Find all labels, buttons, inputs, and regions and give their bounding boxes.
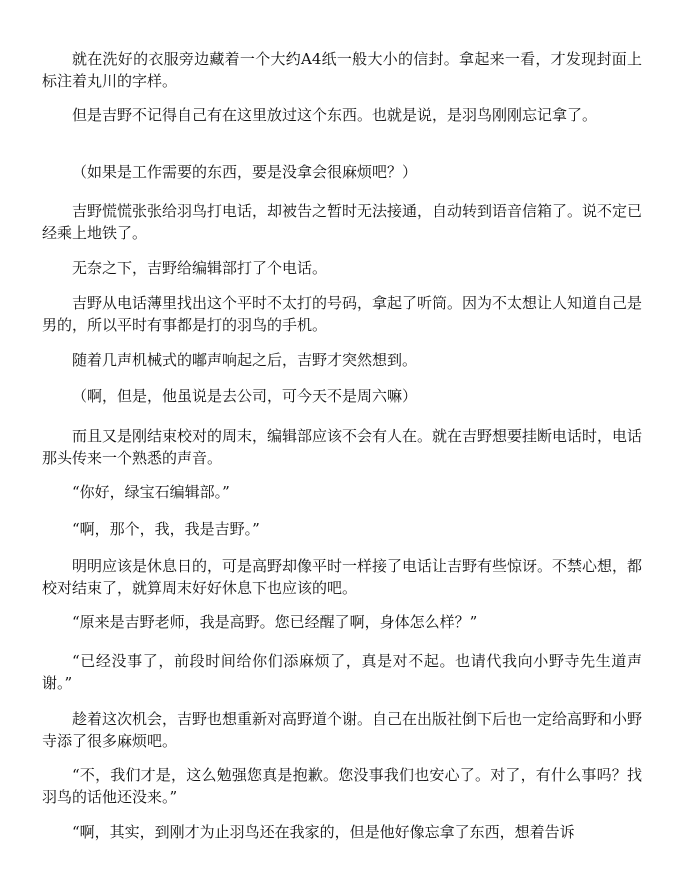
- paragraph-16: “不，我们才是，这么勉强您真是抱歉。您没事我们也安心了。对了，有什么事吗？找羽鸟的话他还没来。”: [42, 766, 642, 806]
- paragraph-12: 明明应该是休息日的，可是高野却像平时一样接了电话让吉野有些惊讶。不禁心想，都校对结束了，就算周末好好休息下也应该的吧。: [42, 557, 643, 597]
- paragraph-1: 就在洗好的衣服旁边藏着一个大约A4纸一般大小的信封。拿起来一看，才发现封面上标注着丸川的字样。: [42, 50, 642, 90]
- paragraph-5: 无奈之下，吉野给编辑部打了个电话。: [72, 259, 328, 277]
- paragraph-15: 趁着这次机会，吉野也想重新对高野道个谢。自己在出版社倒下后也一定给高野和小野寺添了很多麻烦吧。: [42, 710, 643, 750]
- paragraph-9: 而且又是刚结束校对的周末，编辑部应该不会有人在。就在吉野想要挂断电话时，电话那头传来一个熟悉的声音。: [42, 427, 643, 467]
- paragraph-2: 但是吉野不记得自己有在这里放过这个东西。也就是说，是羽鸟刚刚忘记拿了。: [72, 106, 598, 124]
- paragraph-8: （啊，但是，他虽说是去公司，可今天不是周六嘛）: [72, 387, 418, 405]
- paragraph-6: 吉野从电话薄里找出这个平时不太打的号码，拿起了听筒。因为不太想让人知道自己是男的，所以平时有事都是打的羽鸟的手机。: [42, 294, 643, 334]
- paragraph-17: “啊，其实，到刚才为止羽鸟还在我家的，但是他好像忘拿了东西，想着告诉: [72, 823, 575, 841]
- paragraph-7: 随着几声机械式的嘟声响起之后，吉野才突然想到。: [72, 351, 418, 369]
- paragraph-10: “你好，绿宝石编辑部。”: [72, 483, 230, 501]
- paragraph-13: “原来是吉野老师，我是高野。您已经醒了啊，身体怎么样？”: [72, 613, 478, 631]
- paragraph-4: 吉野慌慌张张给羽鸟打电话，却被告之暂时无法接通，自动转到语音信箱了。说不定已经乘上地铁了。: [42, 202, 643, 242]
- paragraph-3: （如果是工作需要的东西，要是没拿会很麻烦吧？）: [72, 163, 418, 181]
- paragraph-11: “啊，那个，我，我是吉野。”: [72, 520, 260, 538]
- paragraph-14: “已经没事了，前段时间给你们添麻烦了，真是对不起。也请代我向小野寺先生道声谢。”: [42, 652, 642, 692]
